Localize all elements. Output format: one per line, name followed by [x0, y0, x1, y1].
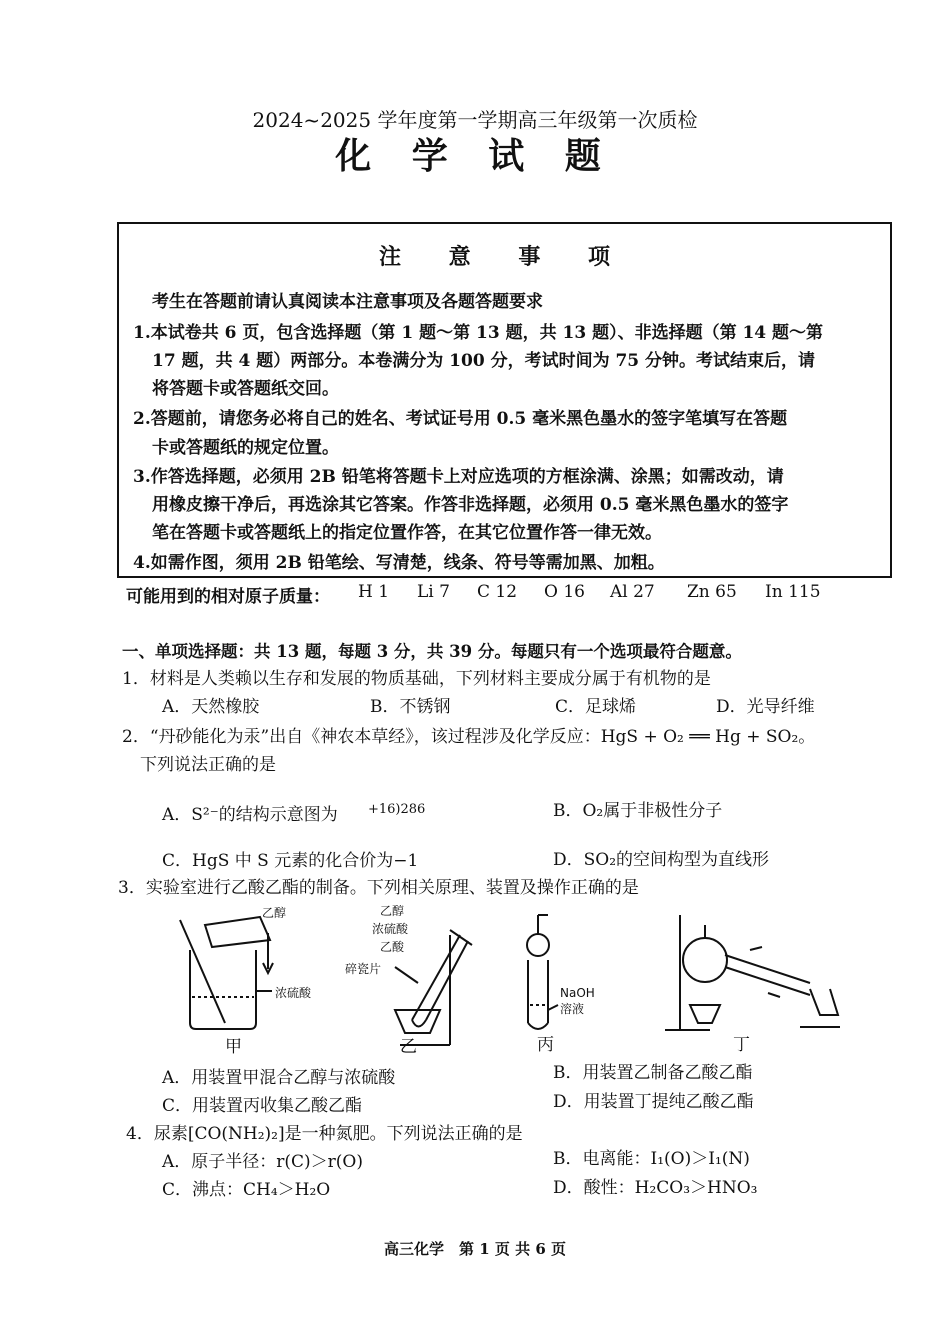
q2-option-b: B．O₂属于非极性分子	[553, 801, 723, 821]
apparatus-bing	[527, 915, 558, 1029]
q3-option-b: B．用装置乙制备乙酸乙酯	[553, 1063, 753, 1083]
q4-option-d: D．酸性：H₂CO₃＞HNO₃	[553, 1178, 758, 1198]
exam-title: 化 学 试 题	[335, 135, 615, 177]
figure-caption-jia: 甲	[225, 1037, 242, 1057]
label-ethanol: 乙醇	[262, 906, 287, 920]
atomic-mass-item: H 1	[358, 582, 390, 602]
figure-caption-bing: 丙	[537, 1035, 554, 1055]
q1-option-c: C．足球烯	[555, 697, 637, 717]
notice-line: 3.作答选择题，必须用 2B 铅笔将答题卡上对应选项的方框涂满、涂黑；如需改动，请	[133, 467, 784, 487]
notice-intro: 考生在答题前请认真阅读本注意事项及各题答题要求	[152, 292, 543, 312]
q1-option-d: D．光导纤维	[716, 697, 815, 717]
section-heading: 一、单项选择题：共 13 题，每题 3 分，共 39 分。每题只有一个选项最符合题意。	[122, 642, 742, 661]
q3-stem: 3．实验室进行乙酸乙酯的制备。下列相关原理、装置及操作正确的是	[118, 878, 639, 898]
q1-stem: 1．材料是人类赖以生存和发展的物质基础，下列材料主要成分属于有机物的是	[122, 669, 711, 689]
label-ethanol-2: 乙醇	[380, 905, 405, 918]
atomic-mass-item: C 12	[477, 582, 518, 602]
exam-subtitle: 2024~2025 学年度第一学期高三年级第一次质检	[252, 108, 698, 132]
notice-line: 2.答题前，请您务必将自己的姓名、考试证号用 0.5 毫米黑色墨水的签字笔填写在答题	[133, 409, 788, 429]
q3-option-c: C．用装置丙收集乙酸乙酯	[162, 1096, 363, 1116]
atomic-mass-item: O 16	[544, 582, 585, 602]
page-footer: 高三化学 第 1 页 共 6 页	[384, 1240, 566, 1258]
q3-option-a: A．用装置甲混合乙醇与浓硫酸	[162, 1068, 396, 1088]
notice-line: 笔在答题卡或答题纸上的指定位置作答，在其它位置作答一律无效。	[152, 523, 662, 543]
apparatus-ding	[665, 915, 840, 1030]
apparatus-yi	[395, 930, 472, 1045]
q2-stem: 2．“丹砂能化为汞”出自《神农本草经》，该过程涉及化学反应：HgS + O₂ ══ Hg + SO₂。	[122, 727, 816, 747]
atomic-mass-item: Li 7	[417, 582, 450, 602]
q2-option-d: D．SO₂的空间构型为直线形	[553, 850, 770, 870]
label-acetic-acid: 乙酸	[380, 940, 405, 954]
ion-structure-diagram: +16)286	[368, 802, 426, 817]
label-naoh: NaOH	[560, 986, 595, 1000]
q2-stem-2: 下列说法正确的是	[140, 755, 276, 775]
atomic-mass-item: In 115	[765, 582, 821, 602]
atomic-mass-label: 可能用到的相对原子质量：	[126, 587, 330, 607]
q1-option-b: B．不锈钢	[370, 697, 451, 717]
atomic-mass-item: Al 27	[610, 582, 655, 602]
apparatus-jia	[180, 917, 273, 1029]
q1-option-a: A．天然橡胶	[162, 697, 260, 717]
q3-option-d: D．用装置丁提纯乙酸乙酯	[553, 1092, 754, 1112]
figure-caption-yi: 乙	[400, 1037, 417, 1057]
notice-title: 注 意 事 项	[379, 244, 630, 270]
q4-stem: 4．尿素[CO(NH₂)₂]是一种氮肥。下列说法正确的是	[126, 1124, 523, 1144]
figure-caption-ding: 丁	[733, 1035, 750, 1055]
notice-line: 卡或答题纸的规定位置。	[152, 438, 339, 458]
label-solution: 溶液	[560, 1002, 585, 1016]
q4-option-c: C．沸点：CH₄＞H₂O	[162, 1180, 331, 1200]
notice-line: 4.如需作图，须用 2B 铅笔绘、写清楚，线条、符号等需加黑、加粗。	[133, 553, 665, 573]
q2-option-c: C．HgS 中 S 元素的化合价为−1	[162, 851, 419, 871]
q4-option-b: B．电离能：I₁(O)＞I₁(N)	[553, 1149, 750, 1169]
atomic-mass-item: Zn 65	[687, 582, 737, 602]
label-conc-acid: 浓硫酸	[275, 986, 312, 1000]
notice-line: 将答题卡或答题纸交回。	[152, 379, 339, 399]
q4-option-a: A．原子半径：r(C)＞r(O)	[162, 1152, 364, 1172]
notice-line: 1.本试卷共 6 页，包含选择题（第 1 题～第 13 题，共 13 题）、非选择题（第 14 题～第	[133, 323, 824, 343]
label-conc-acid-2: 浓硫酸	[372, 922, 409, 936]
q2-option-a: A．S²⁻的结构示意图为	[162, 805, 338, 825]
label-porcelain-chips: 碎瓷片	[345, 962, 382, 976]
notice-line: 17 题，共 4 题）两部分。本卷满分为 100 分，考试时间为 75 分钟。考试结束后，请	[152, 351, 816, 371]
notice-line: 用橡皮擦干净后，再选涂其它答案。作答非选择题，必须用 0.5 毫米黑色墨水的签字	[152, 495, 789, 515]
